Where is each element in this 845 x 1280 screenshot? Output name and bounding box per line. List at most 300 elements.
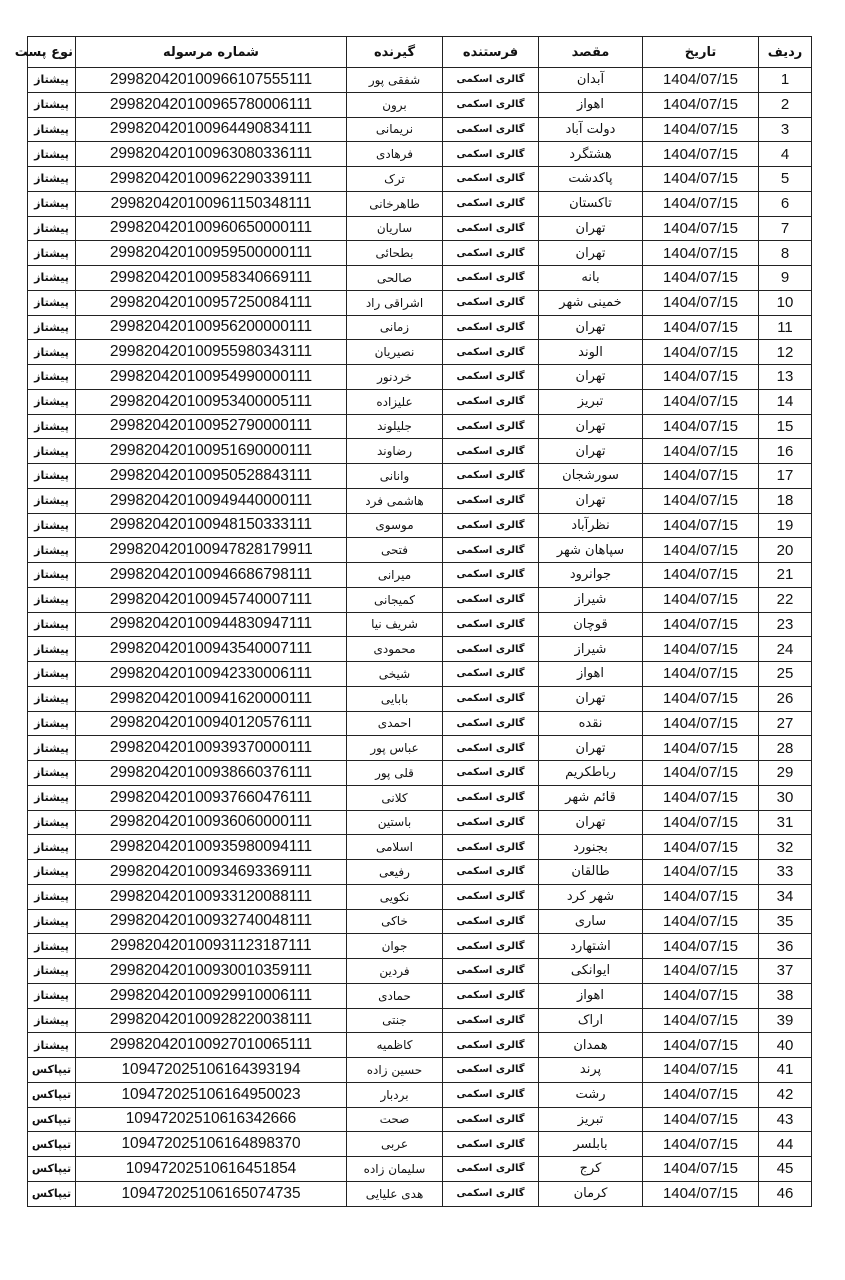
date-cell: 1404/07/15 [643,761,759,786]
date-cell: 1404/07/15 [643,389,759,414]
recipient-cell: فرهادی [347,142,443,167]
table-row [28,1082,812,1107]
sender-cell: گالری اسکمی [443,934,539,959]
recipient-cell: کلانی [347,785,443,810]
date-cell: 1404/07/15 [643,1181,759,1206]
row-number-cell: 6 [759,191,812,216]
table-row [28,340,812,365]
recipient-cell: برون [347,92,443,117]
sender-cell: گالری اسکمی [443,810,539,835]
recipient-cell: بابایی [347,686,443,711]
tracking-number-cell: 299820420100929910006111 [76,983,347,1008]
sender-cell: گالری اسکمی [443,488,539,513]
table-row [28,266,812,291]
tracking-number-cell: 299820420100960650000111 [76,216,347,241]
recipient-cell: جلیلوند [347,414,443,439]
post-type-cell: پیشتاز [28,68,76,93]
row-number-cell: 15 [759,414,812,439]
recipient-cell: نریمانی [347,117,443,142]
date-cell: 1404/07/15 [643,340,759,365]
destination-cell: تهران [539,810,643,835]
post-type-cell: پیشتاز [28,439,76,464]
date-cell: 1404/07/15 [643,117,759,142]
recipient-cell: کمیجانی [347,587,443,612]
recipient-cell: ترک [347,167,443,192]
table-row [28,612,812,637]
tracking-number-cell: 299820420100947828179911 [76,538,347,563]
date-cell: 1404/07/15 [643,860,759,885]
date-cell: 1404/07/15 [643,785,759,810]
tracking-number-cell: 299820420100954990000111 [76,365,347,390]
recipient-cell: عربی [347,1132,443,1157]
destination-cell: کرمان [539,1181,643,1206]
date-cell: 1404/07/15 [643,563,759,588]
destination-cell: تهران [539,439,643,464]
destination-cell: اراک [539,1008,643,1033]
recipient-cell: جوان [347,934,443,959]
table-row [28,315,812,340]
destination-cell: ساری [539,909,643,934]
row-number-cell: 9 [759,266,812,291]
recipient-cell: عباس پور [347,736,443,761]
post-type-cell: پیشتاز [28,191,76,216]
recipient-cell: فتحی [347,538,443,563]
row-number-cell: 21 [759,563,812,588]
sender-cell: گالری اسکمی [443,711,539,736]
row-number-cell: 20 [759,538,812,563]
row-number-cell: 27 [759,711,812,736]
recipient-cell: باستین [347,810,443,835]
table-row [28,414,812,439]
tracking-number-cell: 299820420100958340669111 [76,266,347,291]
date-cell: 1404/07/15 [643,1157,759,1182]
sender-cell: گالری اسکمی [443,1008,539,1033]
date-cell: 1404/07/15 [643,959,759,984]
row-number-cell: 28 [759,736,812,761]
destination-cell: تهران [539,488,643,513]
recipient-cell: موسوی [347,513,443,538]
destination-cell: شیراز [539,637,643,662]
row-number-cell: 31 [759,810,812,835]
row-number-cell: 26 [759,686,812,711]
tracking-number-cell: 299820420100966107555111 [76,68,347,93]
tracking-number-cell: 10947202510616342666 [76,1107,347,1132]
header-date: تاریخ [643,37,759,68]
table-row [28,513,812,538]
sender-cell: گالری اسکمی [443,340,539,365]
tracking-number-cell: 299820420100938660376111 [76,761,347,786]
tracking-number-cell: 299820420100933120088111 [76,884,347,909]
table-row [28,1181,812,1206]
post-type-cell: پیشتاز [28,340,76,365]
tracking-number-cell: 299820420100928220038111 [76,1008,347,1033]
date-cell: 1404/07/15 [643,1033,759,1058]
tracking-number-cell: 299820420100955980343111 [76,340,347,365]
date-cell: 1404/07/15 [643,241,759,266]
row-number-cell: 11 [759,315,812,340]
destination-cell: تبریز [539,389,643,414]
recipient-cell: علیزاده [347,389,443,414]
recipient-cell: شریف نیا [347,612,443,637]
tracking-number-cell: 299820420100957250084111 [76,290,347,315]
post-type-cell: پیشتاز [28,835,76,860]
recipient-cell: بطحائی [347,241,443,266]
table-row [28,538,812,563]
post-type-cell: تیپاکس [28,1058,76,1083]
recipient-cell: شیخی [347,662,443,687]
post-type-cell: پیشتاز [28,860,76,885]
tracking-number-cell: 299820420100949440000111 [76,488,347,513]
destination-cell: بابلسر [539,1132,643,1157]
destination-cell: اشتهارد [539,934,643,959]
recipient-cell: شفقی پور [347,68,443,93]
table-row [28,884,812,909]
sender-cell: گالری اسکمی [443,389,539,414]
table-row [28,909,812,934]
sender-cell: گالری اسکمی [443,563,539,588]
post-type-cell: پیشتاز [28,216,76,241]
tracking-number-cell: 299820420100940120576111 [76,711,347,736]
sender-cell: گالری اسکمی [443,464,539,489]
table-header-row [28,37,812,68]
destination-cell: کرج [539,1157,643,1182]
row-number-cell: 7 [759,216,812,241]
destination-cell: تهران [539,414,643,439]
date-cell: 1404/07/15 [643,662,759,687]
sender-cell: گالری اسکمی [443,835,539,860]
header-destination: مقصد [539,37,643,68]
tracking-number-cell: 299820420100935980094111 [76,835,347,860]
date-cell: 1404/07/15 [643,1058,759,1083]
recipient-cell: سلیمان زاده [347,1157,443,1182]
date-cell: 1404/07/15 [643,736,759,761]
date-cell: 1404/07/15 [643,835,759,860]
recipient-cell: قلی پور [347,761,443,786]
recipient-cell: نکویی [347,884,443,909]
recipient-cell: ساریان [347,216,443,241]
row-number-cell: 4 [759,142,812,167]
table-row [28,365,812,390]
post-type-cell: تیپاکس [28,1181,76,1206]
table-row [28,488,812,513]
recipient-cell: نصیریان [347,340,443,365]
sender-cell: گالری اسکمی [443,1132,539,1157]
date-cell: 1404/07/15 [643,142,759,167]
post-type-cell: پیشتاز [28,315,76,340]
recipient-cell: محمودی [347,637,443,662]
row-number-cell: 29 [759,761,812,786]
date-cell: 1404/07/15 [643,637,759,662]
sender-cell: گالری اسکمی [443,266,539,291]
tracking-number-cell: 109472025106164950023 [76,1082,347,1107]
sender-cell: گالری اسکمی [443,68,539,93]
date-cell: 1404/07/15 [643,810,759,835]
recipient-cell: صحت [347,1107,443,1132]
recipient-cell: بردبار [347,1082,443,1107]
recipient-cell: وانانی [347,464,443,489]
row-number-cell: 37 [759,959,812,984]
date-cell: 1404/07/15 [643,439,759,464]
row-number-cell: 39 [759,1008,812,1033]
date-cell: 1404/07/15 [643,513,759,538]
table-row [28,587,812,612]
table-row [28,464,812,489]
tracking-number-cell: 299820420100932740048111 [76,909,347,934]
row-number-cell: 33 [759,860,812,885]
row-number-cell: 19 [759,513,812,538]
destination-cell: رشت [539,1082,643,1107]
destination-cell: شیراز [539,587,643,612]
recipient-cell: کاظمیه [347,1033,443,1058]
tracking-number-cell: 299820420100964490834111 [76,117,347,142]
destination-cell: همدان [539,1033,643,1058]
header-post-type: نوع پست [28,37,76,68]
post-type-cell: پیشتاز [28,959,76,984]
post-type-cell: پیشتاز [28,117,76,142]
row-number-cell: 38 [759,983,812,1008]
date-cell: 1404/07/15 [643,909,759,934]
recipient-cell: حمادی [347,983,443,1008]
tracking-number-cell: 299820420100945740007111 [76,587,347,612]
recipient-cell: زمانی [347,315,443,340]
table-row [28,167,812,192]
row-number-cell: 45 [759,1157,812,1182]
destination-cell: بجنورد [539,835,643,860]
table-row [28,1033,812,1058]
sender-cell: گالری اسکمی [443,513,539,538]
table-row [28,1058,812,1083]
destination-cell: طالقان [539,860,643,885]
table-row [28,1107,812,1132]
post-type-cell: پیشتاز [28,761,76,786]
date-cell: 1404/07/15 [643,612,759,637]
sender-cell: گالری اسکمی [443,439,539,464]
tracking-number-cell: 299820420100963080336111 [76,142,347,167]
post-type-cell: پیشتاز [28,785,76,810]
destination-cell: نقده [539,711,643,736]
post-type-cell: تیپاکس [28,1082,76,1107]
recipient-cell: رفیعی [347,860,443,885]
table-row [28,662,812,687]
sender-cell: گالری اسکمی [443,587,539,612]
table-row [28,68,812,93]
sender-cell: گالری اسکمی [443,1107,539,1132]
date-cell: 1404/07/15 [643,1107,759,1132]
post-type-cell: پیشتاز [28,810,76,835]
tracking-number-cell: 299820420100937660476111 [76,785,347,810]
post-type-cell: پیشتاز [28,934,76,959]
tracking-number-cell: 299820420100948150333111 [76,513,347,538]
post-type-cell: پیشتاز [28,290,76,315]
post-type-cell: پیشتاز [28,167,76,192]
recipient-cell: اسلامی [347,835,443,860]
date-cell: 1404/07/15 [643,464,759,489]
sender-cell: گالری اسکمی [443,1033,539,1058]
post-type-cell: پیشتاز [28,637,76,662]
post-type-cell: پیشتاز [28,612,76,637]
destination-cell: تبریز [539,1107,643,1132]
table-row [28,860,812,885]
post-type-cell: پیشتاز [28,736,76,761]
post-type-cell: پیشتاز [28,587,76,612]
table-row [28,1157,812,1182]
tracking-number-cell: 299820420100951690000111 [76,439,347,464]
row-number-cell: 1 [759,68,812,93]
tracking-number-cell: 109472025106164393194 [76,1058,347,1083]
sender-cell: گالری اسکمی [443,241,539,266]
destination-cell: الوند [539,340,643,365]
recipient-cell: صالحی [347,266,443,291]
destination-cell: تهران [539,315,643,340]
header-recipient: گیرنده [347,37,443,68]
post-type-cell: پیشتاز [28,711,76,736]
sender-cell: گالری اسکمی [443,612,539,637]
recipient-cell: خاکی [347,909,443,934]
row-number-cell: 34 [759,884,812,909]
row-number-cell: 25 [759,662,812,687]
row-number-cell: 36 [759,934,812,959]
row-number-cell: 5 [759,167,812,192]
table-row [28,835,812,860]
destination-cell: اهواز [539,92,643,117]
table-row [28,1008,812,1033]
sender-cell: گالری اسکمی [443,1082,539,1107]
sender-cell: گالری اسکمی [443,662,539,687]
date-cell: 1404/07/15 [643,488,759,513]
tracking-number-cell: 299820420100931123187111 [76,934,347,959]
sender-cell: گالری اسکمی [443,216,539,241]
tracking-number-cell: 299820420100962290339111 [76,167,347,192]
post-type-cell: پیشتاز [28,266,76,291]
recipient-cell: فردین [347,959,443,984]
row-number-cell: 30 [759,785,812,810]
date-cell: 1404/07/15 [643,68,759,93]
row-number-cell: 35 [759,909,812,934]
row-number-cell: 32 [759,835,812,860]
date-cell: 1404/07/15 [643,167,759,192]
table-row [28,934,812,959]
sender-cell: گالری اسکمی [443,167,539,192]
post-type-cell: پیشتاز [28,1008,76,1033]
row-number-cell: 40 [759,1033,812,1058]
tracking-number-cell: 299820420100941620000111 [76,686,347,711]
post-type-cell: تیپاکس [28,1157,76,1182]
post-type-cell: پیشتاز [28,563,76,588]
table-row [28,637,812,662]
destination-cell: اهواز [539,662,643,687]
sender-cell: گالری اسکمی [443,92,539,117]
tracking-number-cell: 299820420100942330006111 [76,662,347,687]
table-row [28,1132,812,1157]
sender-cell: گالری اسکمی [443,538,539,563]
header-tracking-number: شماره مرسوله [76,37,347,68]
date-cell: 1404/07/15 [643,538,759,563]
tracking-number-cell: 299820420100961150348111 [76,191,347,216]
destination-cell: رباطکریم [539,761,643,786]
date-cell: 1404/07/15 [643,884,759,909]
destination-cell: تاکستان [539,191,643,216]
destination-cell: سورشجان [539,464,643,489]
destination-cell: خمینی شهر [539,290,643,315]
recipient-cell: هاشمی فرد [347,488,443,513]
date-cell: 1404/07/15 [643,365,759,390]
tracking-number-cell: 109472025106164898370 [76,1132,347,1157]
date-cell: 1404/07/15 [643,266,759,291]
row-number-cell: 17 [759,464,812,489]
destination-cell: ایوانکی [539,959,643,984]
row-number-cell: 2 [759,92,812,117]
recipient-cell: اشراقی راد [347,290,443,315]
recipient-cell: طاهرخانی [347,191,443,216]
recipient-cell: رضاوند [347,439,443,464]
row-number-cell: 13 [759,365,812,390]
sender-cell: گالری اسکمی [443,1181,539,1206]
date-cell: 1404/07/15 [643,191,759,216]
destination-cell: تهران [539,216,643,241]
post-type-cell: پیشتاز [28,909,76,934]
tracking-number-cell: 299820420100939370000111 [76,736,347,761]
row-number-cell: 16 [759,439,812,464]
post-type-cell: پیشتاز [28,488,76,513]
destination-cell: پرند [539,1058,643,1083]
row-number-cell: 14 [759,389,812,414]
tracking-number-cell: 299820420100930010359111 [76,959,347,984]
header-row-number: ردیف [759,37,812,68]
post-type-cell: پیشتاز [28,365,76,390]
sender-cell: گالری اسکمی [443,117,539,142]
recipient-cell: میرانی [347,563,443,588]
post-type-cell: پیشتاز [28,241,76,266]
post-type-cell: تیپاکس [28,1132,76,1157]
row-number-cell: 22 [759,587,812,612]
tracking-number-cell: 299820420100959500000111 [76,241,347,266]
recipient-cell: هدی علیایی [347,1181,443,1206]
destination-cell: قوچان [539,612,643,637]
date-cell: 1404/07/15 [643,983,759,1008]
recipient-cell: جنتی [347,1008,443,1033]
tracking-number-cell: 299820420100936060000111 [76,810,347,835]
sender-cell: گالری اسکمی [443,785,539,810]
table-row [28,389,812,414]
row-number-cell: 10 [759,290,812,315]
post-type-cell: تیپاکس [28,1107,76,1132]
table-row [28,761,812,786]
destination-cell: تهران [539,365,643,390]
tracking-number-cell: 299820420100965780006111 [76,92,347,117]
destination-cell: سپاهان شهر [539,538,643,563]
post-type-cell: پیشتاز [28,414,76,439]
table-row [28,216,812,241]
sender-cell: گالری اسکمی [443,983,539,1008]
post-type-cell: پیشتاز [28,92,76,117]
row-number-cell: 18 [759,488,812,513]
post-type-cell: پیشتاز [28,464,76,489]
shipments-table [14,36,812,1207]
sender-cell: گالری اسکمی [443,686,539,711]
header-sender: فرستنده [443,37,539,68]
sender-cell: گالری اسکمی [443,365,539,390]
destination-cell: تهران [539,736,643,761]
table-row [28,241,812,266]
tracking-number-cell: 10947202510616451854 [76,1157,347,1182]
post-type-cell: پیشتاز [28,686,76,711]
post-type-cell: پیشتاز [28,513,76,538]
table-row [28,983,812,1008]
date-cell: 1404/07/15 [643,1008,759,1033]
tracking-number-cell: 299820420100946686798111 [76,563,347,588]
destination-cell: جوانرود [539,563,643,588]
date-cell: 1404/07/15 [643,686,759,711]
